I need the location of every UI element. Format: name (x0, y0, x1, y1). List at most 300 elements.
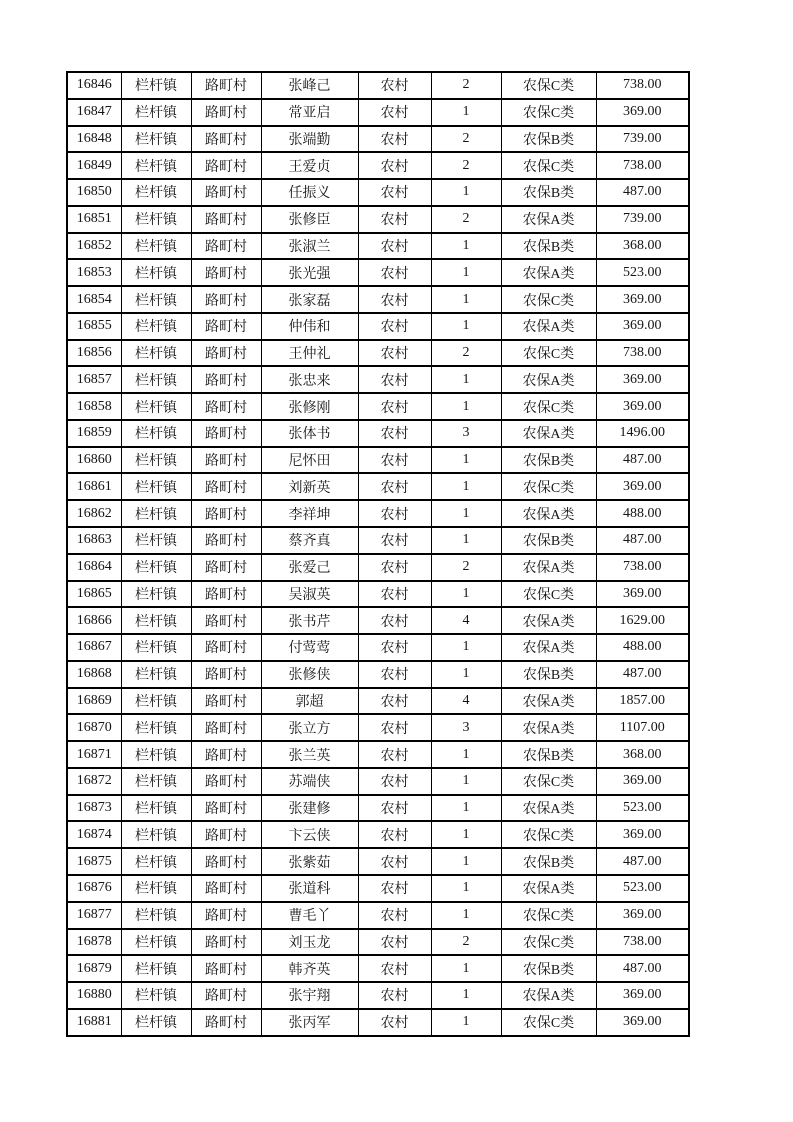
payment-roster-table (66, 71, 690, 1037)
cell-village: 路町村 (191, 581, 261, 608)
cell-town: 栏杆镇 (121, 313, 191, 340)
cell-record_id: 16871 (67, 741, 121, 768)
cell-village: 路町村 (191, 607, 261, 634)
cell-village: 路町村 (191, 420, 261, 447)
cell-amount: 487.00 (596, 848, 689, 875)
cell-amount: 523.00 (596, 795, 689, 822)
cell-village: 路町村 (191, 259, 261, 286)
cell-insurance_category: 农保C类 (501, 929, 596, 956)
cell-name: 张兰英 (261, 741, 358, 768)
cell-record_id: 16865 (67, 581, 121, 608)
cell-town: 栏杆镇 (121, 527, 191, 554)
cell-record_id: 16854 (67, 286, 121, 313)
cell-town: 栏杆镇 (121, 420, 191, 447)
cell-name: 王仲礼 (261, 340, 358, 367)
cell-town: 栏杆镇 (121, 152, 191, 179)
cell-village: 路町村 (191, 661, 261, 688)
cell-amount: 369.00 (596, 581, 689, 608)
cell-person_count: 2 (431, 929, 501, 956)
cell-record_id: 16876 (67, 875, 121, 902)
cell-town: 栏杆镇 (121, 473, 191, 500)
cell-town: 栏杆镇 (121, 688, 191, 715)
cell-village: 路町村 (191, 795, 261, 822)
table-row (67, 366, 689, 393)
cell-town: 栏杆镇 (121, 929, 191, 956)
cell-insurance_category: 农保C类 (501, 768, 596, 795)
table-row (67, 473, 689, 500)
cell-person_count: 1 (431, 366, 501, 393)
cell-amount: 523.00 (596, 875, 689, 902)
cell-amount: 488.00 (596, 500, 689, 527)
cell-town: 栏杆镇 (121, 179, 191, 206)
cell-town: 栏杆镇 (121, 1009, 191, 1036)
cell-residence_type: 农村 (358, 795, 431, 822)
cell-residence_type: 农村 (358, 500, 431, 527)
cell-insurance_category: 农保B类 (501, 955, 596, 982)
cell-insurance_category: 农保C类 (501, 393, 596, 420)
cell-amount: 369.00 (596, 982, 689, 1009)
table-row (67, 500, 689, 527)
cell-person_count: 1 (431, 902, 501, 929)
cell-name: 任振义 (261, 179, 358, 206)
cell-name: 李祥坤 (261, 500, 358, 527)
cell-village: 路町村 (191, 313, 261, 340)
cell-town: 栏杆镇 (121, 72, 191, 99)
cell-record_id: 16850 (67, 179, 121, 206)
cell-amount: 369.00 (596, 473, 689, 500)
cell-name: 张忠来 (261, 366, 358, 393)
cell-amount: 369.00 (596, 902, 689, 929)
cell-residence_type: 农村 (358, 607, 431, 634)
cell-amount: 738.00 (596, 929, 689, 956)
cell-town: 栏杆镇 (121, 233, 191, 260)
cell-insurance_category: 农保C类 (501, 99, 596, 126)
cell-village: 路町村 (191, 955, 261, 982)
cell-record_id: 16872 (67, 768, 121, 795)
cell-town: 栏杆镇 (121, 821, 191, 848)
cell-name: 张家磊 (261, 286, 358, 313)
cell-residence_type: 农村 (358, 875, 431, 902)
cell-person_count: 3 (431, 420, 501, 447)
cell-insurance_category: 农保B类 (501, 848, 596, 875)
cell-village: 路町村 (191, 554, 261, 581)
cell-residence_type: 农村 (358, 929, 431, 956)
cell-name: 张立方 (261, 714, 358, 741)
cell-residence_type: 农村 (358, 1009, 431, 1036)
cell-residence_type: 农村 (358, 72, 431, 99)
cell-village: 路町村 (191, 152, 261, 179)
table-row (67, 259, 689, 286)
cell-insurance_category: 农保A类 (501, 366, 596, 393)
table-row (67, 661, 689, 688)
cell-name: 张道科 (261, 875, 358, 902)
cell-name: 张端勤 (261, 126, 358, 153)
cell-person_count: 1 (431, 581, 501, 608)
table-row (67, 206, 689, 233)
cell-name: 张修侠 (261, 661, 358, 688)
cell-town: 栏杆镇 (121, 206, 191, 233)
cell-amount: 369.00 (596, 313, 689, 340)
cell-town: 栏杆镇 (121, 340, 191, 367)
table-row (67, 741, 689, 768)
cell-residence_type: 农村 (358, 99, 431, 126)
cell-village: 路町村 (191, 473, 261, 500)
cell-amount: 369.00 (596, 99, 689, 126)
cell-insurance_category: 农保A类 (501, 795, 596, 822)
cell-residence_type: 农村 (358, 848, 431, 875)
cell-insurance_category: 农保A类 (501, 206, 596, 233)
cell-record_id: 16846 (67, 72, 121, 99)
cell-name: 吴淑英 (261, 581, 358, 608)
cell-person_count: 1 (431, 286, 501, 313)
cell-amount: 487.00 (596, 447, 689, 474)
table-row (67, 821, 689, 848)
cell-person_count: 1 (431, 313, 501, 340)
cell-name: 张修刚 (261, 393, 358, 420)
cell-insurance_category: 农保A类 (501, 634, 596, 661)
cell-insurance_category: 农保C类 (501, 72, 596, 99)
cell-record_id: 16849 (67, 152, 121, 179)
cell-insurance_category: 农保C类 (501, 152, 596, 179)
cell-village: 路町村 (191, 206, 261, 233)
cell-person_count: 1 (431, 527, 501, 554)
cell-record_id: 16877 (67, 902, 121, 929)
table-row (67, 554, 689, 581)
cell-person_count: 3 (431, 714, 501, 741)
cell-person_count: 1 (431, 1009, 501, 1036)
cell-insurance_category: 农保A类 (501, 500, 596, 527)
cell-record_id: 16860 (67, 447, 121, 474)
table-row (67, 233, 689, 260)
cell-town: 栏杆镇 (121, 393, 191, 420)
cell-person_count: 1 (431, 99, 501, 126)
cell-town: 栏杆镇 (121, 554, 191, 581)
table-row (67, 72, 689, 99)
cell-village: 路町村 (191, 982, 261, 1009)
cell-residence_type: 农村 (358, 982, 431, 1009)
cell-record_id: 16857 (67, 366, 121, 393)
table-row (67, 179, 689, 206)
cell-town: 栏杆镇 (121, 99, 191, 126)
cell-amount: 487.00 (596, 955, 689, 982)
cell-amount: 1496.00 (596, 420, 689, 447)
table-row (67, 875, 689, 902)
cell-name: 张紫茹 (261, 848, 358, 875)
cell-name: 张淑兰 (261, 233, 358, 260)
table-row (67, 99, 689, 126)
cell-person_count: 2 (431, 340, 501, 367)
cell-town: 栏杆镇 (121, 741, 191, 768)
table-body (67, 72, 689, 1036)
cell-name: 曹毛丫 (261, 902, 358, 929)
cell-residence_type: 农村 (358, 179, 431, 206)
cell-residence_type: 农村 (358, 581, 431, 608)
cell-insurance_category: 农保A类 (501, 714, 596, 741)
table-row (67, 902, 689, 929)
table-row (67, 152, 689, 179)
cell-record_id: 16874 (67, 821, 121, 848)
cell-village: 路町村 (191, 688, 261, 715)
cell-amount: 368.00 (596, 233, 689, 260)
cell-insurance_category: 农保C类 (501, 340, 596, 367)
cell-amount: 738.00 (596, 152, 689, 179)
cell-name: 蔡齐真 (261, 527, 358, 554)
cell-residence_type: 农村 (358, 420, 431, 447)
cell-town: 栏杆镇 (121, 447, 191, 474)
table-row (67, 795, 689, 822)
cell-person_count: 4 (431, 607, 501, 634)
cell-name: 张宇翔 (261, 982, 358, 1009)
cell-person_count: 1 (431, 661, 501, 688)
cell-amount: 368.00 (596, 741, 689, 768)
cell-insurance_category: 农保A类 (501, 313, 596, 340)
cell-person_count: 1 (431, 233, 501, 260)
cell-amount: 1107.00 (596, 714, 689, 741)
cell-insurance_category: 农保B类 (501, 741, 596, 768)
cell-name: 常亚启 (261, 99, 358, 126)
cell-village: 路町村 (191, 741, 261, 768)
cell-residence_type: 农村 (358, 527, 431, 554)
cell-person_count: 1 (431, 393, 501, 420)
cell-person_count: 2 (431, 72, 501, 99)
cell-record_id: 16880 (67, 982, 121, 1009)
cell-town: 栏杆镇 (121, 581, 191, 608)
cell-residence_type: 农村 (358, 206, 431, 233)
cell-residence_type: 农村 (358, 688, 431, 715)
cell-amount: 738.00 (596, 554, 689, 581)
cell-town: 栏杆镇 (121, 366, 191, 393)
cell-village: 路町村 (191, 179, 261, 206)
cell-amount: 369.00 (596, 286, 689, 313)
cell-residence_type: 农村 (358, 233, 431, 260)
cell-insurance_category: 农保B类 (501, 447, 596, 474)
cell-insurance_category: 农保A类 (501, 554, 596, 581)
table-row (67, 929, 689, 956)
cell-person_count: 4 (431, 688, 501, 715)
cell-name: 刘玉龙 (261, 929, 358, 956)
cell-village: 路町村 (191, 366, 261, 393)
cell-name: 张书芹 (261, 607, 358, 634)
cell-record_id: 16859 (67, 420, 121, 447)
cell-village: 路町村 (191, 634, 261, 661)
cell-person_count: 2 (431, 206, 501, 233)
cell-village: 路町村 (191, 821, 261, 848)
cell-person_count: 1 (431, 473, 501, 500)
cell-person_count: 1 (431, 848, 501, 875)
cell-amount: 369.00 (596, 821, 689, 848)
cell-village: 路町村 (191, 848, 261, 875)
cell-person_count: 1 (431, 741, 501, 768)
cell-village: 路町村 (191, 527, 261, 554)
cell-amount: 738.00 (596, 72, 689, 99)
table-row (67, 126, 689, 153)
cell-residence_type: 农村 (358, 661, 431, 688)
cell-insurance_category: 农保C类 (501, 473, 596, 500)
cell-town: 栏杆镇 (121, 714, 191, 741)
cell-residence_type: 农村 (358, 286, 431, 313)
table-row (67, 527, 689, 554)
cell-name: 刘新英 (261, 473, 358, 500)
cell-record_id: 16851 (67, 206, 121, 233)
cell-name: 卞云侠 (261, 821, 358, 848)
table-row (67, 447, 689, 474)
cell-record_id: 16862 (67, 500, 121, 527)
cell-record_id: 16873 (67, 795, 121, 822)
cell-record_id: 16861 (67, 473, 121, 500)
cell-record_id: 16852 (67, 233, 121, 260)
cell-name: 张峰己 (261, 72, 358, 99)
cell-record_id: 16855 (67, 313, 121, 340)
cell-person_count: 1 (431, 179, 501, 206)
table-row (67, 955, 689, 982)
cell-residence_type: 农村 (358, 554, 431, 581)
cell-town: 栏杆镇 (121, 875, 191, 902)
cell-residence_type: 农村 (358, 473, 431, 500)
cell-insurance_category: 农保A类 (501, 607, 596, 634)
cell-person_count: 1 (431, 447, 501, 474)
cell-town: 栏杆镇 (121, 634, 191, 661)
table-row (67, 688, 689, 715)
cell-residence_type: 农村 (358, 447, 431, 474)
cell-town: 栏杆镇 (121, 607, 191, 634)
cell-village: 路町村 (191, 286, 261, 313)
cell-insurance_category: 农保A类 (501, 982, 596, 1009)
cell-town: 栏杆镇 (121, 500, 191, 527)
cell-record_id: 16879 (67, 955, 121, 982)
cell-record_id: 16867 (67, 634, 121, 661)
cell-person_count: 1 (431, 500, 501, 527)
cell-residence_type: 农村 (358, 714, 431, 741)
cell-record_id: 16864 (67, 554, 121, 581)
cell-name: 王爱贞 (261, 152, 358, 179)
cell-town: 栏杆镇 (121, 126, 191, 153)
cell-name: 韩齐英 (261, 955, 358, 982)
cell-insurance_category: 农保A类 (501, 420, 596, 447)
cell-amount: 739.00 (596, 206, 689, 233)
cell-record_id: 16863 (67, 527, 121, 554)
cell-record_id: 16869 (67, 688, 121, 715)
cell-record_id: 16866 (67, 607, 121, 634)
cell-town: 栏杆镇 (121, 902, 191, 929)
cell-person_count: 1 (431, 259, 501, 286)
table-row (67, 420, 689, 447)
cell-insurance_category: 农保B类 (501, 233, 596, 260)
cell-amount: 487.00 (596, 179, 689, 206)
cell-insurance_category: 农保A类 (501, 688, 596, 715)
cell-residence_type: 农村 (358, 259, 431, 286)
cell-amount: 369.00 (596, 768, 689, 795)
cell-person_count: 1 (431, 821, 501, 848)
cell-village: 路町村 (191, 72, 261, 99)
cell-residence_type: 农村 (358, 634, 431, 661)
cell-record_id: 16848 (67, 126, 121, 153)
cell-person_count: 2 (431, 126, 501, 153)
cell-residence_type: 农村 (358, 768, 431, 795)
cell-village: 路町村 (191, 126, 261, 153)
cell-person_count: 1 (431, 955, 501, 982)
cell-village: 路町村 (191, 500, 261, 527)
cell-town: 栏杆镇 (121, 955, 191, 982)
table-row (67, 982, 689, 1009)
cell-village: 路町村 (191, 1009, 261, 1036)
table-row (67, 768, 689, 795)
cell-person_count: 1 (431, 875, 501, 902)
cell-amount: 523.00 (596, 259, 689, 286)
cell-amount: 739.00 (596, 126, 689, 153)
cell-town: 栏杆镇 (121, 982, 191, 1009)
cell-name: 付莺莺 (261, 634, 358, 661)
cell-town: 栏杆镇 (121, 768, 191, 795)
table-row (67, 714, 689, 741)
cell-record_id: 16868 (67, 661, 121, 688)
cell-record_id: 16878 (67, 929, 121, 956)
cell-residence_type: 农村 (358, 366, 431, 393)
cell-insurance_category: 农保B类 (501, 661, 596, 688)
cell-record_id: 16858 (67, 393, 121, 420)
cell-insurance_category: 农保B类 (501, 126, 596, 153)
cell-amount: 369.00 (596, 366, 689, 393)
cell-residence_type: 农村 (358, 821, 431, 848)
cell-residence_type: 农村 (358, 152, 431, 179)
cell-name: 尼怀田 (261, 447, 358, 474)
cell-town: 栏杆镇 (121, 848, 191, 875)
cell-village: 路町村 (191, 233, 261, 260)
table-row (67, 581, 689, 608)
cell-town: 栏杆镇 (121, 795, 191, 822)
table-row (67, 313, 689, 340)
cell-village: 路町村 (191, 875, 261, 902)
cell-person_count: 1 (431, 982, 501, 1009)
cell-amount: 1629.00 (596, 607, 689, 634)
table-row (67, 1009, 689, 1036)
cell-village: 路町村 (191, 340, 261, 367)
table-row (67, 634, 689, 661)
cell-insurance_category: 农保A类 (501, 875, 596, 902)
cell-village: 路町村 (191, 99, 261, 126)
cell-person_count: 2 (431, 152, 501, 179)
table-row (67, 286, 689, 313)
cell-name: 张光强 (261, 259, 358, 286)
cell-record_id: 16875 (67, 848, 121, 875)
table-row (67, 393, 689, 420)
cell-amount: 487.00 (596, 661, 689, 688)
cell-residence_type: 农村 (358, 340, 431, 367)
cell-town: 栏杆镇 (121, 286, 191, 313)
cell-village: 路町村 (191, 393, 261, 420)
cell-insurance_category: 农保C类 (501, 902, 596, 929)
cell-insurance_category: 农保C类 (501, 581, 596, 608)
cell-residence_type: 农村 (358, 313, 431, 340)
cell-record_id: 16856 (67, 340, 121, 367)
cell-residence_type: 农村 (358, 393, 431, 420)
cell-insurance_category: 农保B类 (501, 179, 596, 206)
cell-name: 张爱己 (261, 554, 358, 581)
cell-village: 路町村 (191, 902, 261, 929)
cell-residence_type: 农村 (358, 741, 431, 768)
cell-record_id: 16853 (67, 259, 121, 286)
cell-person_count: 1 (431, 634, 501, 661)
cell-insurance_category: 农保A类 (501, 259, 596, 286)
cell-insurance_category: 农保C类 (501, 286, 596, 313)
cell-town: 栏杆镇 (121, 259, 191, 286)
cell-record_id: 16847 (67, 99, 121, 126)
cell-name: 仲伟和 (261, 313, 358, 340)
table-row (67, 340, 689, 367)
cell-amount: 738.00 (596, 340, 689, 367)
cell-person_count: 2 (431, 554, 501, 581)
cell-name: 张丙军 (261, 1009, 358, 1036)
cell-amount: 488.00 (596, 634, 689, 661)
